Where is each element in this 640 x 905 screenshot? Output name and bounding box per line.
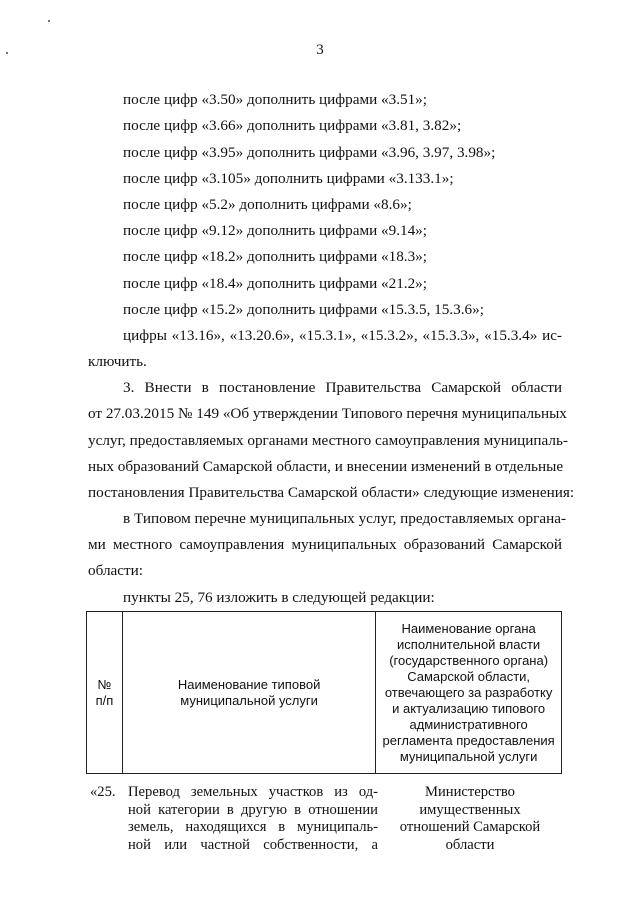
points-intro: пункты 25, 76 изложить в следующей редакции: — [123, 589, 435, 606]
amendment-line: после цифр «3.50» дополнить цифрами «3.51»; — [123, 91, 427, 108]
item3-line: от 27.03.2015 № 149 «Об утверждении Типового перечня муниципальных — [88, 405, 567, 422]
services-table — [86, 611, 562, 774]
scan-speck — [48, 20, 50, 22]
exclude-paragraph-line: ключить. — [88, 353, 147, 370]
row-number: «25. — [90, 784, 116, 800]
header-number: № п/п — [87, 612, 123, 774]
amendment-line: после цифр «9.12» дополнить цифрами «9.14»; — [123, 222, 427, 239]
amendment-line: после цифр «3.105» дополнить цифрами «3.133.1»; — [123, 170, 454, 187]
amendment-line: после цифр «5.2» дополнить цифрами «8.6»; — [123, 196, 412, 213]
table-header-row — [87, 612, 562, 774]
row-authority: Министерство имущественных отношений Самарской области — [399, 784, 541, 853]
amendment-line: после цифр «15.2» дополнить цифрами «15.3.5, 15.3.6»; — [123, 301, 484, 318]
item3-line: ных образований Самарской области, и внесении изменений в отдельные — [88, 458, 564, 475]
item3-line: постановления Правительства Самарской области» следующие изменения: — [88, 484, 575, 501]
row-service: Перевод земельных участков из од- ной категории в другую в отношении земель, находящихся в муниципаль- ной или частной собственности, а — [128, 784, 378, 853]
amendment-line: после цифр «18.4» дополнить цифрами «21.2»; — [123, 275, 427, 292]
exclude-paragraph-line: цифры «13.16», «13.20.6», «15.3.1», «15.3.2», «15.3.3», «15.3.4» ис- — [123, 327, 562, 344]
typical-list-line: области: — [88, 562, 143, 579]
amendment-line: после цифр «3.95» дополнить цифрами «3.96, 3.97, 3.98»; — [123, 144, 496, 161]
typical-list-line: в Типовом перечне муниципальных услуг, предоставляемых органа- — [123, 510, 567, 527]
amendment-line: после цифр «18.2» дополнить цифрами «18.3»; — [123, 248, 427, 265]
item3-line: 3. Внести в постановление Правительства Самарской области — [123, 379, 562, 396]
amendment-line: после цифр «3.66» дополнить цифрами «3.81, 3.82»; — [123, 117, 462, 134]
item3-line: услуг, предоставляемых органами местного самоуправления муниципаль- — [88, 432, 568, 449]
page-number: 3 — [316, 42, 324, 58]
table-row — [86, 784, 562, 874]
typical-list-line: ми местного самоуправления муниципальных образований Самарской — [88, 536, 562, 553]
header-service: Наименование типовой муниципальной услуги — [122, 612, 375, 774]
header-authority: Наименование органа исполнительной власти (государственного органа) Самарской области, отвечающего за разработку и актуализацию типового административного регламента предоставления муниципальной услуги — [376, 612, 562, 774]
